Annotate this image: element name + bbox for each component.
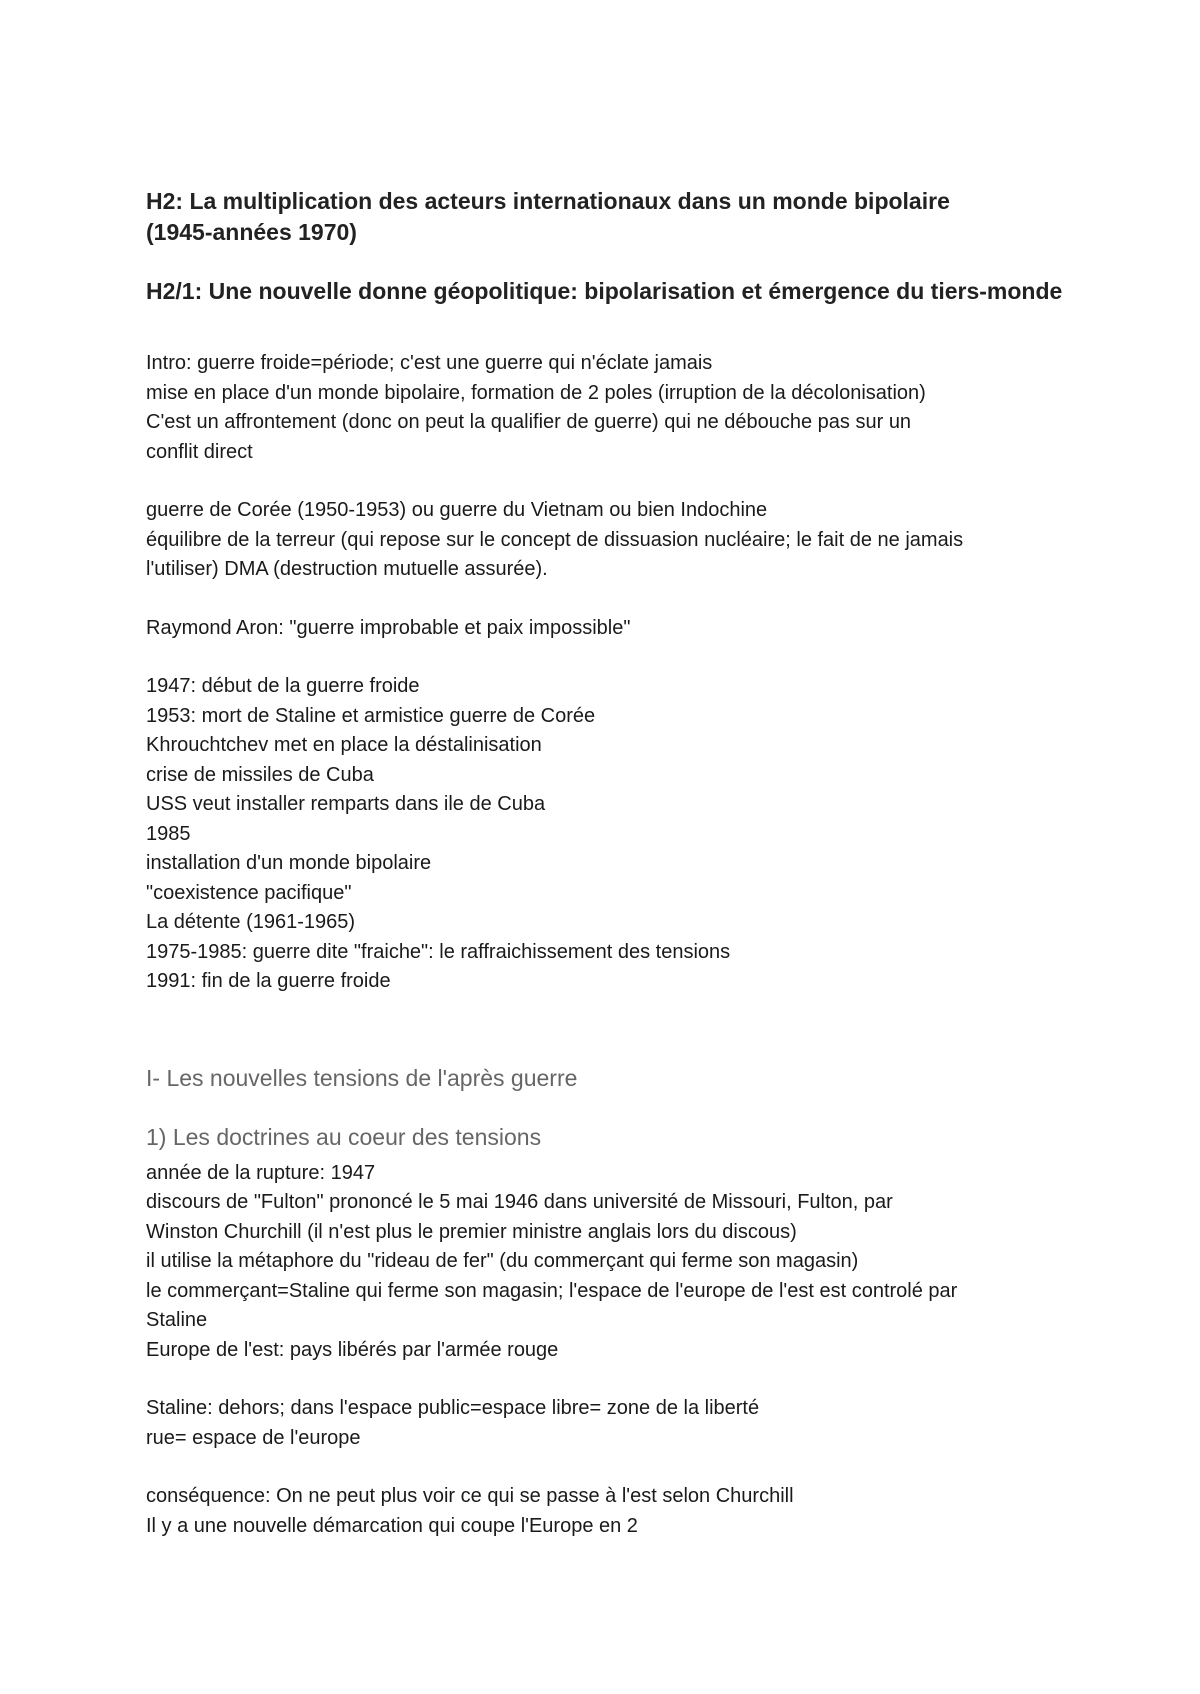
text-line: Raymond Aron: "guerre improbable et paix impossible" <box>146 616 631 639</box>
text-line: Il y a une nouvelle démarcation qui coupe l'Europe en 2 <box>146 1514 638 1537</box>
timeline-item: La détente (1961-1965) <box>146 911 356 933</box>
guerres-paragraph <box>146 496 1100 585</box>
text-line: l'utiliser) DMA (destruction mutuelle assurée). <box>146 558 548 580</box>
text-line: le commerçant=Staline qui ferme son magasin; l'espace de l'europe de l'est est controlé par <box>146 1279 958 1302</box>
timeline-item: 1991: fin de la guerre froide <box>146 970 391 992</box>
aron-quote <box>146 614 1100 644</box>
title-line: (1945-années 1970) <box>146 219 357 245</box>
timeline-item: 1975-1985: guerre dite "fraiche": le raffraichissement des tensions <box>146 940 731 963</box>
timeline-item: 1953: mort de Staline et armistice guerre de Corée <box>146 704 596 727</box>
section-heading: I- Les nouvelles tensions de l'après guerre <box>146 1064 578 1091</box>
text-line: Intro: guerre froide=période; c'est une guerre qui n'éclate jamais <box>146 352 713 374</box>
timeline-item: installation d'un monde bipolaire <box>146 852 432 874</box>
text-line: Staline <box>146 1309 208 1331</box>
text-line: conséquence: On ne peut plus voir ce qui se passe à l'est selon Churchill <box>146 1485 794 1507</box>
timeline-item: "coexistence pacifique" <box>146 881 352 904</box>
timeline-item: USS veut installer remparts dans ile de Cuba <box>146 793 546 815</box>
timeline-item: 1985 <box>146 822 191 845</box>
text-line: discours de "Fulton" prononcé le 5 mai 1946 dans université de Missouri, Fulton, par <box>146 1191 893 1213</box>
text-line: mise en place d'un monde bipolaire, formation de 2 poles (irruption de la décolonisation) <box>146 381 926 404</box>
timeline-item: 1947: début de la guerre froide <box>146 675 420 697</box>
rupture-paragraph <box>146 1159 1100 1366</box>
text-line: équilibre de la terreur (qui repose sur le concept de dissuasion nucléaire; le fait de ne jamais <box>146 528 964 551</box>
text-line: conflit direct <box>146 440 253 463</box>
text-line: Staline: dehors; dans l'espace public=espace libre= zone de la liberté <box>146 1397 760 1419</box>
text-line: C'est un affrontement (donc on peut la qualifier de guerre) qui ne débouche pas sur un <box>146 411 912 433</box>
timeline-list <box>146 672 1100 997</box>
text-line: guerre de Corée (1950-1953) ou guerre du Vietnam ou bien Indochine <box>146 499 768 521</box>
document-title <box>146 186 1100 248</box>
intro-paragraph <box>146 349 1100 467</box>
timeline-item: crise de missiles de Cuba <box>146 763 374 786</box>
text-line: Europe de l'est: pays libérés par l'armée rouge <box>146 1338 559 1361</box>
document-subtitle: H2/1: Une nouvelle donne géopolitique: bipolarisation et émergence du tiers-monde <box>146 278 1063 304</box>
text-line: rue= espace de l'europe <box>146 1426 361 1449</box>
text-line: année de la rupture: 1947 <box>146 1161 376 1184</box>
consequence-paragraph <box>146 1482 1100 1541</box>
text-line: Winston Churchill (il n'est plus le premier ministre anglais lors du discous) <box>146 1220 797 1243</box>
staline-paragraph <box>146 1394 1100 1453</box>
subsection-heading: 1) Les doctrines au coeur des tensions <box>146 1123 542 1150</box>
timeline-item: Khrouchtchev met en place la déstalinisation <box>146 734 542 756</box>
title-line: H2: La multiplication des acteurs internationaux dans un monde bipolaire <box>146 188 950 214</box>
text-line: il utilise la métaphore du "rideau de fer" (du commerçant qui ferme son magasin) <box>146 1250 859 1272</box>
